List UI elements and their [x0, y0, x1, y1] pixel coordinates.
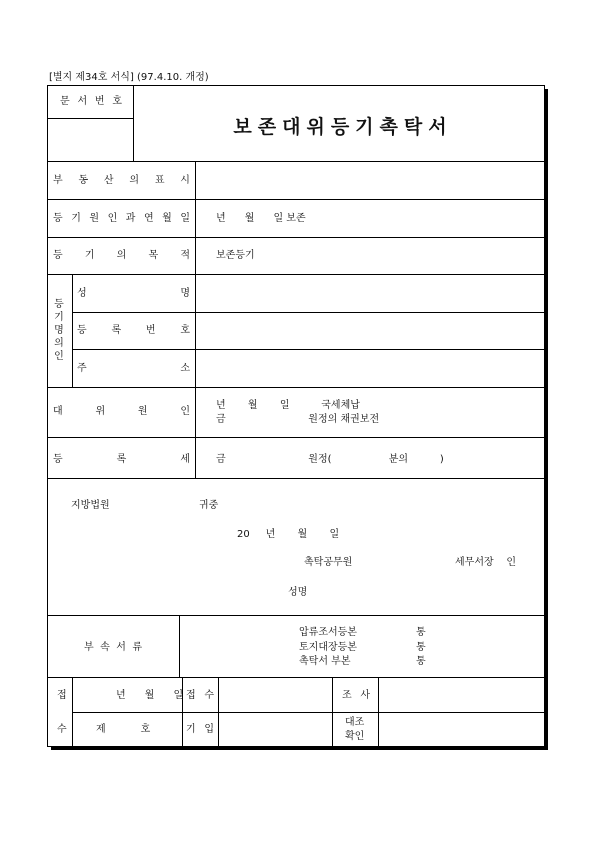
doc-number-field[interactable] — [48, 119, 132, 161]
tax-label: 등 록 세 — [53, 454, 190, 465]
addressee-label: 귀중 — [199, 500, 219, 511]
attachments-label: 부 속 서 류 — [84, 642, 142, 653]
subrogee-label: 대 위 원 인 — [53, 406, 190, 417]
reception-number-label[interactable]: 제 호 — [96, 724, 151, 735]
frame-shadow-bottom — [51, 747, 548, 750]
receipt-number-field[interactable] — [219, 678, 331, 711]
attachment-item: 촉탁서 부본 — [299, 656, 351, 667]
divider — [182, 677, 183, 747]
reception-date-label[interactable]: 년 월 일 — [116, 690, 184, 701]
divider — [47, 199, 545, 200]
holder-address-label: 주 소 — [77, 363, 190, 374]
reception-label-bottom: 수 — [57, 724, 67, 735]
divider — [133, 85, 134, 162]
official-label: 촉탁공무원 — [304, 557, 353, 568]
compare-field[interactable] — [379, 713, 544, 746]
issue-date[interactable]: 20 년 월 일 — [237, 529, 340, 540]
divider — [332, 677, 333, 747]
attachment-item: 압류조서등본 — [299, 627, 357, 638]
subrogee-line-1[interactable]: 년 월 일 국세체납 — [216, 400, 360, 411]
holder-name-field[interactable] — [196, 275, 544, 311]
holder-regno-field[interactable] — [196, 313, 544, 348]
divider — [47, 437, 545, 438]
divider — [47, 387, 545, 388]
divider — [47, 615, 545, 616]
inspect-field[interactable] — [379, 678, 544, 711]
divider — [47, 478, 545, 479]
compare-label-line-2: 확인 — [345, 731, 365, 742]
inspect-label: 조 사 — [342, 690, 370, 701]
tax-value[interactable]: 금 원정( 분의 ) — [216, 454, 444, 465]
divider — [72, 677, 73, 747]
office-seal-label: 세무서장 인 — [455, 557, 517, 568]
frame-shadow-right — [545, 89, 548, 750]
divider — [72, 274, 73, 387]
cause-value[interactable]: 년 월 일 보존 — [216, 213, 306, 224]
divider — [179, 615, 180, 677]
property-field[interactable] — [196, 162, 544, 198]
attachment-item: 토지대장등본 — [299, 642, 357, 653]
attachment-unit: 통 — [416, 627, 426, 638]
purpose-value[interactable]: 보존등기 — [216, 250, 255, 261]
holder-group-label: 등 기 명 의 인 — [54, 299, 64, 362]
divider — [47, 237, 545, 238]
holder-address-field[interactable] — [196, 350, 544, 386]
property-label: 부 동 산 의 표 시 — [53, 175, 190, 186]
form-title: 보존대위등기촉탁서 — [233, 116, 453, 138]
compare-label-line-1: 대조 — [345, 717, 365, 728]
doc-number-label: 문 서 번 호 — [60, 96, 122, 107]
cause-label: 등 기 원 인 과 연 월 일 — [53, 213, 190, 224]
reception-label-top: 접 — [57, 690, 67, 701]
attachment-unit: 통 — [416, 642, 426, 653]
holder-regno-label: 등 록 번 호 — [77, 325, 190, 336]
subrogee-line-2[interactable]: 금 원정의 채권보전 — [216, 414, 380, 425]
purpose-label: 등 기 의 목 적 — [53, 250, 190, 261]
receipt-number-label: 접 수 — [186, 690, 214, 701]
attachment-unit: 통 — [416, 656, 426, 667]
entry-label: 기 입 — [186, 724, 214, 735]
form-header-note: [별지 제34호 서식] (97.4.10. 개정) — [49, 72, 209, 83]
court-name[interactable]: 지방법원 — [71, 500, 110, 511]
entry-field[interactable] — [219, 713, 331, 746]
official-name-label: 성명 — [288, 587, 308, 598]
holder-name-label: 성 명 — [77, 288, 190, 299]
